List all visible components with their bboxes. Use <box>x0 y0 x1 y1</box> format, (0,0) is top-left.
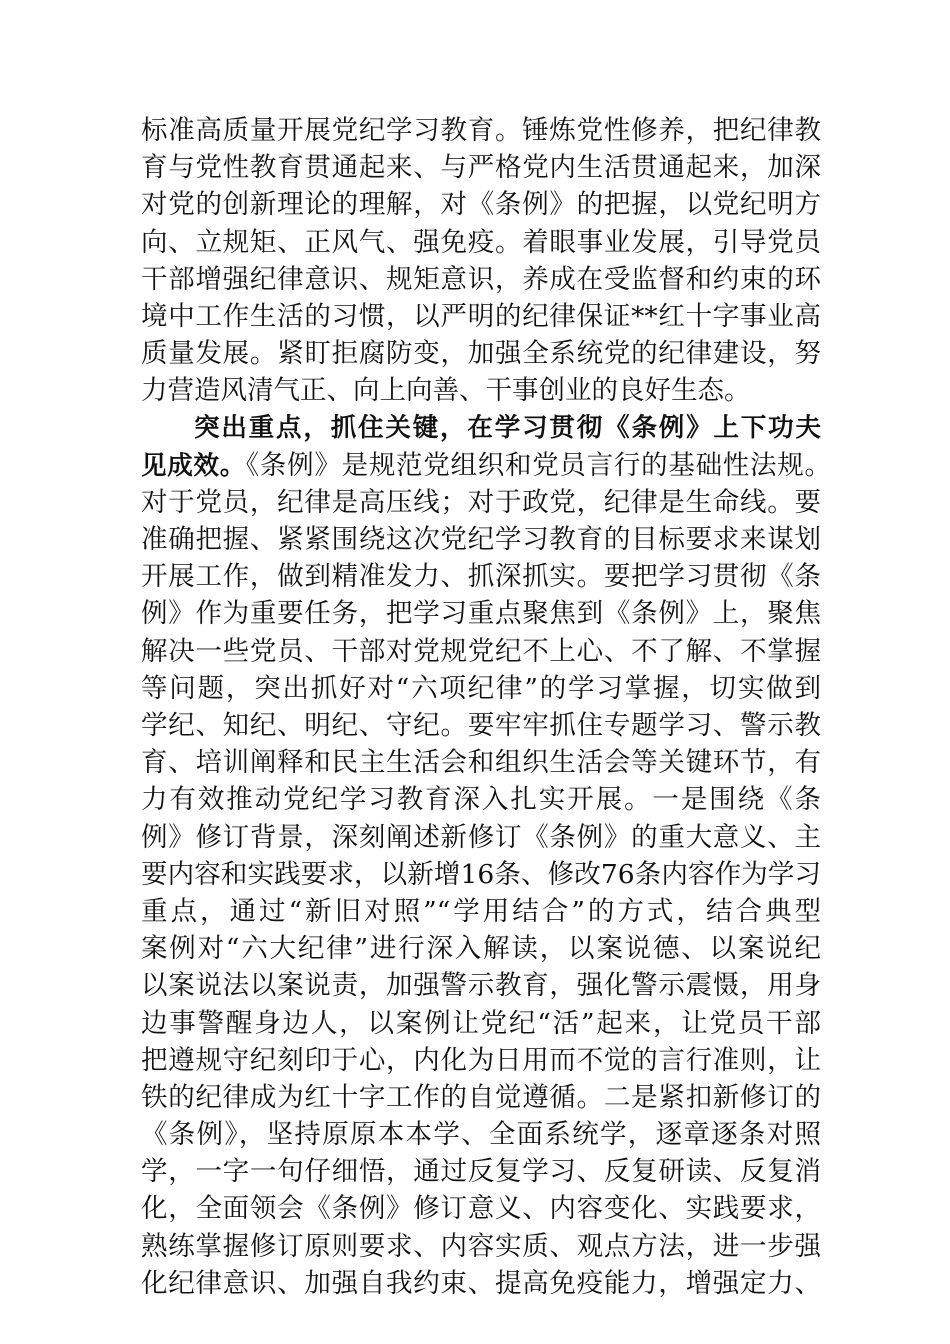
paragraph2-line-21: 熟练掌握修订原则要求、内容实质、观点方法，进一步强 <box>141 1230 821 1262</box>
paragraph2-line-5: 解决一些党员、干部对党规党纪不上心、不了解、不掌握 <box>141 635 821 667</box>
paragraph2-line-first-rest: 《条例》是规范党组织和党员言行的基础性法规。 <box>245 449 831 481</box>
paragraph2-line-10: 例》修订背景，深刻阐述新修订《条例》的重大意义、主 <box>141 821 821 853</box>
paragraph2-line-15: 边事警醒身边人，以案例让党纪“活”起来，让党员干部 <box>141 1007 821 1039</box>
paragraph2-line-17: 铁的纪律成为红十字工作的自觉遵循。二是紧扣新修订的 <box>141 1081 821 1113</box>
paragraph1-line-8: 力营造风清气正、向上向善、干事创业的良好生态。 <box>141 375 751 407</box>
paragraph2-heading: 突出重点，抓住关键，在学习贯彻《条例》上下功夫 <box>194 412 821 443</box>
paragraph2-line-2: 准确把握、紧紧围绕这次党纪学习教育的目标要求来谋划 <box>141 524 821 556</box>
paragraph2-line-first <box>141 447 831 484</box>
paragraph2-line-3: 开展工作，做到精准发力、抓深抓实。要把学习贯彻《条 <box>141 561 821 593</box>
paragraph2-line-22: 化纪律意识、加强自我约束、提高免疫能力，增强定力、 <box>141 1267 821 1299</box>
paragraph2-line-19: 学，一字一句仔细悟，通过反复学习、反复研读、反复消 <box>141 1156 821 1188</box>
paragraph2-line-4: 例》作为重要任务，把学习重点聚焦到《条例》上，聚焦 <box>141 598 821 630</box>
body-text <box>141 112 831 1302</box>
paragraph2-line-8: 育、培训阐释和民主生活会和组织生活会等关键环节，有 <box>141 747 821 779</box>
paragraph2-line-16: 把遵规守纪刻印于心，内化为日用而不觉的言行准则，让 <box>141 1044 821 1076</box>
paragraph2-line-20: 化，全面领会《条例》修订意义、内容变化、实践要求， <box>141 1193 821 1225</box>
paragraph2-heading-end: 见成效。 <box>141 450 246 481</box>
paragraph2-line-7: 学纪、知纪、明纪、守纪。要牢牢抓住专题学习、警示教 <box>141 710 821 741</box>
paragraph1-line-7: 质量发展。紧盯拒腐防变，加强全系统党的纪律建设，努 <box>141 338 821 370</box>
paragraph2-line-13: 案例对“六大纪律”进行深入解读，以案说德、以案说纪 <box>141 933 821 965</box>
paragraph2-line-18: 《条例》，坚持原原本本学、全面系统学，逐章逐条对照 <box>141 1119 821 1151</box>
paragraph2-line-6: 等问题，突出抓好对“六项纪律”的学习掌握，切实做到 <box>141 672 821 704</box>
paragraph1-line-5: 干部增强纪律意识、规矩意识，养成在受监督和约束的环 <box>141 263 821 295</box>
paragraph1-line-2: 育与党性教育贯通起来、与严格党内生活贯通起来，加深 <box>141 152 821 184</box>
paragraph1-line-4: 向、立规矩、正风气、强免疫。着眼事业发展，引导党员 <box>141 226 821 258</box>
paragraph2-line-9: 力有效推动党纪学习教育深入扎实开展。一是围绕《条 <box>141 784 821 816</box>
paragraph2-line-14: 以案说法以案说责，加强警示教育，强化警示震慑，用身 <box>141 970 821 1002</box>
paragraph2-line-12: 重点，通过“新旧对照”“学用结合”的方式，结合典型 <box>141 895 821 927</box>
paragraph1-line-1: 标准高质量开展党纪学习教育。锤炼党性修养，把纪律教 <box>141 115 821 146</box>
paragraph1-line-6: 境中工作生活的习惯，以严明的纪律保证**红十字事业高 <box>141 300 821 332</box>
paragraph2-line-1: 对于党员，纪律是高压线；对于政党，纪律是生命线。要 <box>141 486 821 518</box>
paragraph1-line-3: 对党的创新理论的理解，对《条例》的把握，以党纪明方 <box>141 189 821 221</box>
paragraph2-line-11: 要内容和实践要求，以新增16条、修改76条内容作为学习 <box>141 858 821 890</box>
